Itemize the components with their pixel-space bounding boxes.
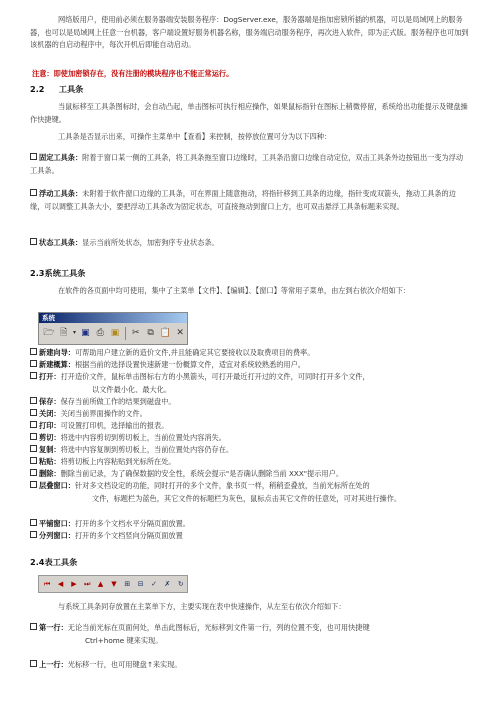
- delete-icon[interactable]: ⊟: [137, 580, 144, 588]
- checkbox-icon: [30, 433, 37, 440]
- list-item: 删除：删除当前记录，为了确保数据的安全性，系统会提示"是否确认删除当前 XXX"提示用户。: [30, 468, 470, 481]
- refresh-icon[interactable]: ↻: [177, 580, 184, 588]
- copy-icon[interactable]: ⧉: [147, 328, 154, 338]
- list-item: 打开：打开造价文件，鼠标单击图标右方的小黑箭头，可打开最近打开过的文件，可同时打开多个文件， 以文件最小化、最大化。: [30, 371, 470, 396]
- dropdown-icon[interactable]: ▾: [73, 329, 77, 336]
- save-icon[interactable]: ▣: [81, 328, 90, 338]
- list-item: 新建向导：可帮助用户建立新的造价文件,并且能确定其它要接收以及取费项目的费率。: [30, 347, 470, 360]
- next-icon[interactable]: ▶: [71, 580, 77, 588]
- folder-icon[interactable]: ▣: [110, 328, 120, 338]
- section-2-3-heading: 2.3系统工具条: [30, 268, 86, 278]
- up-icon[interactable]: ▲: [97, 580, 104, 588]
- cancel-icon[interactable]: ✗: [164, 580, 171, 588]
- checkbox-icon: [30, 153, 37, 160]
- open-icon[interactable]: 🗁: [43, 328, 55, 338]
- checkbox-icon: [30, 189, 37, 196]
- checkbox-icon: [30, 397, 37, 404]
- list-item: 上一行：光标移一行，也可用键盘↑来实现。: [30, 659, 470, 672]
- list-item: 粘贴：将剪切板上内容粘贴到光标所在处。: [30, 456, 470, 469]
- checkbox-icon: [30, 238, 37, 245]
- list-item: 打印：可设置打印机，选择输出的报表。: [30, 420, 470, 433]
- section-2-2-heading: [30, 84, 83, 95]
- print-icon[interactable]: ⎙: [96, 328, 104, 338]
- insert-icon[interactable]: ⊞: [124, 580, 131, 588]
- checkbox-icon: [30, 445, 37, 452]
- list-item: 平铺窗口：打开的多个文档水平分隔页面放置。: [30, 518, 470, 531]
- list-item: 关闭：关闭当前界面操作的文件。: [30, 408, 470, 421]
- toolbar-buttons: [39, 323, 187, 343]
- list-item: 第一行：无论当前光标在页面何处，单击此图标后，光标移到文件第一行，列的位置不变，也可用快捷键 Ctrl+home 键来实现。: [30, 622, 470, 647]
- first-icon[interactable]: ⏮: [44, 579, 51, 588]
- checkbox-icon: [30, 457, 37, 464]
- list-item: 复制：将选中内容复制到剪切板上，当前位置处内容仍存在。: [30, 444, 470, 457]
- table-navigator-toolbar: [38, 575, 188, 593]
- list-item: 新建概算：根据当前的选择设置快速新建一份概算文件，适宜对系统较熟悉的用户。: [30, 359, 470, 372]
- intro-paragraph: 网络版用户，使用前必须在服务器端安装服务程序：DogServer.exe，服务器端是指加密锁所插的机器，可以是局域网上的服务器，也可以是局域网上任意一台机器，客户端设置好服务机器名称，服务端启动服务程序，再次进入软件，即为正式版。服务程序也可加到该机器的自启动程序中，每次开机后即能自动启动。: [30, 15, 469, 49]
- down-icon[interactable]: ▼: [111, 580, 117, 588]
- new-icon[interactable]: 🗎: [60, 328, 68, 338]
- checkbox-icon: [30, 421, 37, 428]
- toolbar-separator: [125, 327, 126, 340]
- intro-note: 注意：即使加密锁存在，没有注册的模块程序也不能正常运行。: [32, 69, 234, 78]
- s23-paragraph-1: 在软件的各页面中均可使用，集中了主菜单【文件】、【编辑】、【窗口】等常用子菜单，由左到右依次介绍如下：: [58, 286, 411, 295]
- list-item: 层叠窗口：针对多文档设定的功能，同时打开的多个文件，象书页一样，稍稍歪叠放，当前光标所在处的 文件，标题栏为蓝色，其它文件的标题栏为灰色，鼠标点击其它文件的任意处，可对其进行操作。: [30, 480, 470, 505]
- list-item: 固定工具条：附着于窗口某一侧的工具条，将工具条拖至窗口边缘时，工具条沿窗口边缘自动定位，双击工具条外边按钮出一变为浮动工具条。: [30, 153, 464, 175]
- checkbox-icon: [30, 469, 37, 476]
- checkbox-icon: [30, 360, 37, 367]
- checkbox-icon: [30, 660, 37, 667]
- toolbar-title: 系统: [39, 313, 187, 323]
- cut-icon[interactable]: ✂: [132, 328, 140, 338]
- list-item: 浮动工具条：未附着于软件窗口边缘的工具条，可在界面上随意拖动，将指针移到工具条的边缘，指针变成双箭头，拖动工具条的边缘，可以调整工具条大小，要把浮动工具条改为固定状态，可直接拖动到窗口上方，也可双击悬浮工具条标题来实现。: [30, 189, 456, 211]
- paste-icon[interactable]: 📋: [159, 328, 171, 338]
- last-icon[interactable]: ⏭: [84, 579, 91, 588]
- section-2-4-heading: 2.4表工具条: [30, 557, 78, 567]
- section-number: 2.2: [30, 84, 45, 94]
- list-item: 保存：保存当前所做工作的结果到磁盘中。: [30, 396, 470, 409]
- checkbox-icon: [30, 348, 37, 355]
- checkbox-icon: [30, 409, 37, 416]
- s24-paragraph-1: 与系统工具条同存放置在主菜单下方，主要实现在表中快速操作，从左至右依次介绍如下：: [58, 602, 346, 611]
- checkbox-icon: [30, 531, 37, 538]
- checkbox-icon: [30, 372, 37, 379]
- close-icon[interactable]: ✕: [176, 328, 184, 338]
- system-toolbar: [38, 312, 188, 345]
- list-item: 状态工具条：显示当前所处状态，加密狗序专业状态条。: [30, 237, 470, 250]
- list-item: 剪切：将选中内容剪切到剪切板上，当前位置处内容消失。: [30, 432, 470, 445]
- section-title: 工具条: [58, 84, 84, 94]
- s22-paragraph-1: 当鼠标移至工具条图标时，会自动凸起，单击图标可执行相应操作，如果鼠标指针在图标上稍微停留，系统给出功能提示及键盘操作快捷键。: [30, 102, 468, 124]
- checkbox-icon: [30, 481, 37, 488]
- checkbox-icon: [30, 519, 37, 526]
- checkbox-icon: [30, 623, 37, 630]
- prev-icon[interactable]: ◀: [57, 580, 64, 588]
- s22-paragraph-2: 工具条是否显示出来，可操作主菜单中【查看】来控制，按停放位置可分为以下四种：: [58, 132, 332, 141]
- ok-icon[interactable]: ✓: [151, 580, 157, 588]
- list-item: 分列窗口：打开的多个文档竖向分隔页面放置: [30, 530, 470, 543]
